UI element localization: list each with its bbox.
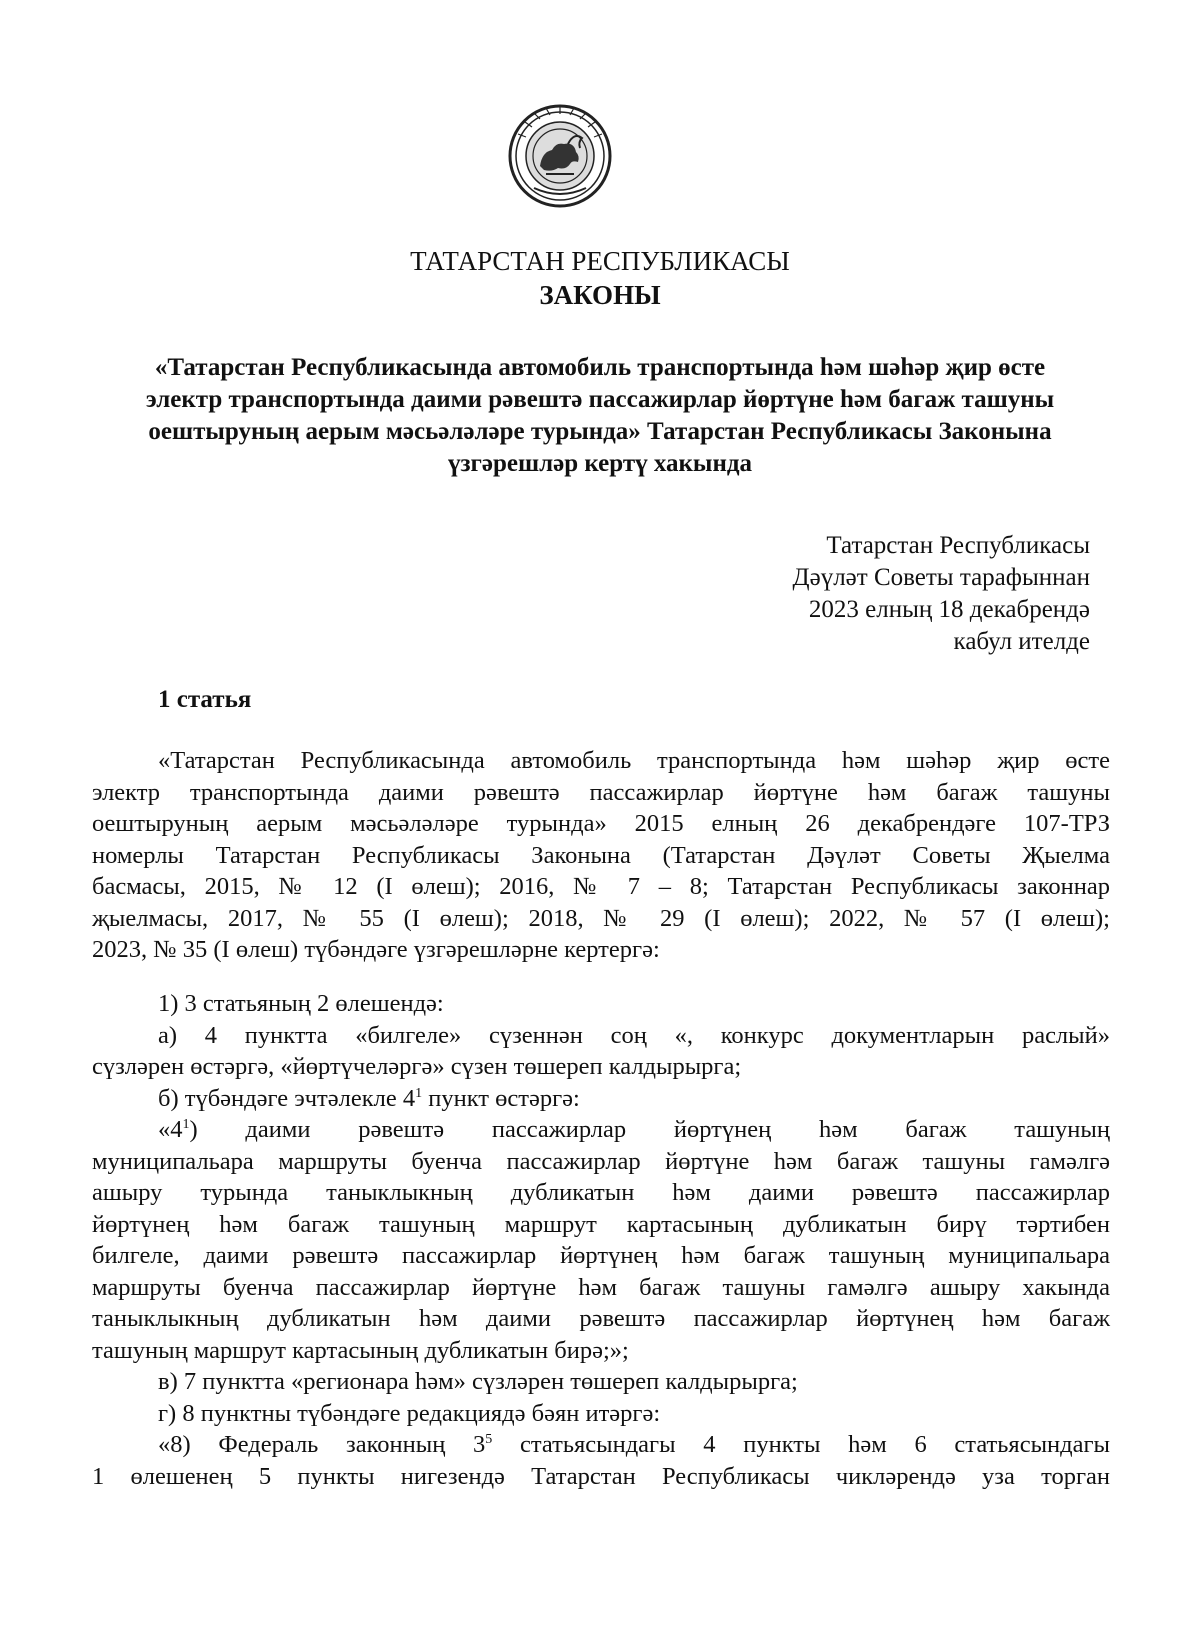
quote-8 [92, 1429, 1110, 1461]
item-1: 1) 3 статьяның 2 өлешендә: [158, 990, 444, 1017]
quote-4-1 [92, 1114, 1110, 1146]
item-b [92, 1083, 1110, 1115]
adoption-line: кабул ителде [953, 628, 1090, 655]
text-line: номерлы Татарстан Республикасы Законына (Татарстан Дәүләт Советы Җыелма [92, 841, 1110, 869]
adoption-line: Татарстан Республикасы [826, 532, 1090, 559]
law-heading: ЗАКОНЫ [539, 280, 661, 310]
adoption-block [793, 530, 1090, 658]
article-heading: 1 статья [158, 686, 252, 713]
text-line: йөртүнең һәм багаж ташуның маршрут картасының дубликатын бирү тәртибен [92, 1210, 1110, 1238]
title-line: үзгәрешләр кертү хакында [447, 450, 752, 477]
text-line: «Татарстан Республикасында автомобиль транспортында һәм шәһәр җир өсте [158, 747, 1110, 774]
text-line: маршруты буенча пассажирлар йөртүне һәм багаж ташуны гамәлгә ашыру хакында [92, 1273, 1110, 1301]
item-g: г) 8 пунктны түбәндәге редакциядә бәян итәргә: [158, 1399, 661, 1427]
item-v: в) 7 пунктта «регионара һәм» сүзләрен төшереп калдырырга; [158, 1368, 798, 1395]
republic-heading: ТАТАРСТАН РЕСПУБЛИКАСЫ [410, 246, 790, 276]
superscript: 1 [182, 1116, 190, 1132]
text-line: билгеле, даими рәвештә пассажирлар йөртүнең һәм багаж ташуның муниципальара [92, 1242, 1110, 1269]
text-line: оештыруның аерым мәсьәләләре турында» 2015 елның 26 декабрендәге 107-ТРЗ [92, 810, 1110, 837]
text-line: электр транспортында даими рәвештә пассажирлар йөртүне һәм багаж ташуны [92, 778, 1110, 806]
item-a: а) 4 пунктта «билгеле» сүзеннән соң «, конкурс документларын раслый» [158, 1021, 1110, 1049]
text-line: 1 өлешенең 5 пункты нигезендә Татарстан Республикасы чикләрендә уза торган [92, 1462, 1110, 1490]
text-line: басмасы, 2015, № 12 (I өлеш); 2016, № 7 – 8; Татарстан Республикасы законнар [92, 873, 1110, 900]
amendments-list [92, 988, 1110, 1492]
adoption-line: 2023 елның 18 декабрендә [808, 596, 1090, 623]
text-line: ашыру турында таныклыкның дубликатын һәм даими рәвештә пассажирлар [92, 1179, 1110, 1206]
tatarstan-coat-of-arms-icon [508, 104, 612, 208]
superscript: 5 [485, 1431, 493, 1447]
title-line: «Татарстан Республикасында автомобиль транспортында һәм шәһәр җир өсте [154, 354, 1046, 381]
text-line: җыелмасы, 2017, № 55 (I өлеш); 2018, № 29 (I өлеш); 2022, № 57 (I өлеш); [92, 904, 1110, 932]
quote-text: «4 [158, 1116, 183, 1143]
adoption-line: Дәүләт Советы тарафыннан [792, 564, 1090, 591]
title-line: электр транспортында даими рәвештә пассажирлар йөртүне һәм багаж ташуны [145, 386, 1055, 413]
text-line: таныклыкның дубликатын һәм даими рәвештә пассажирлар йөртүнең һәм багаж [92, 1305, 1110, 1332]
superscript: 1 [415, 1085, 423, 1101]
item-b-text: пункт өстәргә: [422, 1084, 580, 1112]
article-intro [92, 745, 1110, 966]
quote-text: ) даими рәвештә пассажирлар йөртүнең һәм багаж ташуның [189, 1116, 1110, 1143]
quote-text: статьясындагы 4 пункты һәм 6 статьясындагы [492, 1431, 1111, 1458]
text-line: 2023, № 35 (I өлеш) түбәндәге үзгәрешләрне кертергә: [92, 936, 660, 963]
item-b-text: б) түбәндәге эчтәлекле 4 [158, 1084, 416, 1112]
item-a-cont: сүзләрен өстәргә, «йөртүчеләргә» сүзен төшереп калдырырга; [92, 1053, 742, 1080]
text-line: муниципальара маршруты буенча пассажирлар йөртүне һәм багаж ташуны гамәлгә [92, 1147, 1110, 1175]
title-line: оештыруның аерым мәсьәләләре турында» Татарстан Республикасы Законына [148, 418, 1052, 445]
text-line: ташуның маршрут картасының дубликатын бирә;»; [92, 1336, 629, 1364]
law-title [80, 352, 1120, 480]
quote-text: «8) Федераль законның 3 [158, 1431, 486, 1458]
